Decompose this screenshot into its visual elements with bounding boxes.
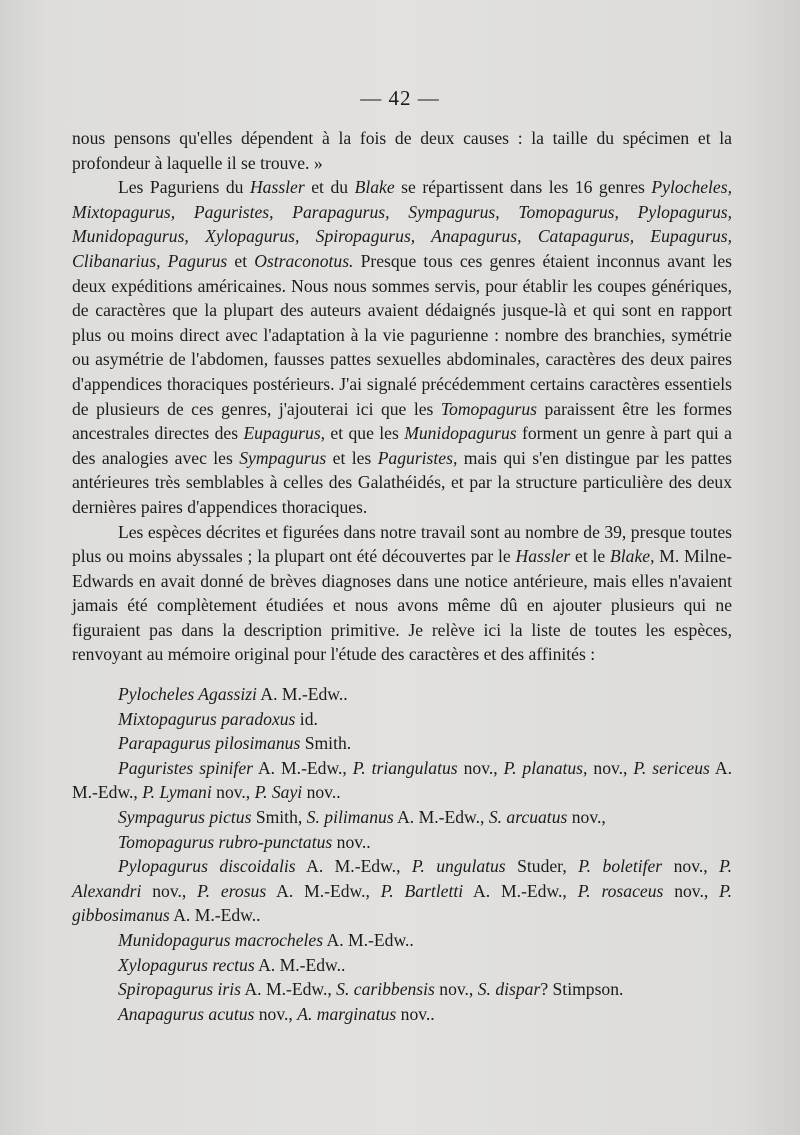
italic-text-run: Tomopagurus [440,398,538,419]
text-run: se répartissent dans les 16 genres [394,177,652,198]
text-run: et du [304,177,355,198]
species-entry [72,1002,732,1027]
text-run: M. Milne-Edwards en avait donné de brèves diagnoses dans une notice antérieure, mais elles n'avaient jamais été complètement étudiées et nous avons même dû en ajouter plusieurs qui ne figuraient pas dans la description primitive. Je relève ici la liste de toutes les espèces, renvoyant au mémoire original pour l'étude des caractères et des affinités : [72,546,732,665]
italic-text-run: Eupagurus, [243,423,326,444]
text-run: nous pensons qu'elles dépendent à la fois de deux causes : la taille du spécimen et la profondeur à laquelle il se trouve. » [72,128,732,173]
italic-text-run: S. pilimanus [306,807,394,828]
text-run: et que les [325,423,405,444]
italic-text-run: Sympagurus pictus [118,807,252,828]
italic-text-run: Anapagurus acutus [118,1003,255,1024]
species-entry [72,756,732,805]
italic-text-run: P. Sayi [254,782,303,803]
text-run: Presque tous ces genres étaient inconnus avant les deux expéditions américaines. Nous nous sommes servis, pour établir les coupes génériques, de caractères que la plupart des auteurs avaient dédaignés jusque-là et qui sont en rapport plus ou moins direct avec l'adaptation à la vie pagurienne : nombre des branchies, symétrie ou asymétrie de l'abdomen, fausses pattes sexuelles abdominales, caractères des deux paires d'appendices thoraciques postérieurs. J'ai signalé précédemment certains caractères essentiels de plusieurs de ces genres, j'ajouterai ici que les [72,250,732,419]
italic-text-run: Mixtopagurus paradoxus [118,708,296,729]
species-entry [72,854,732,928]
text-run: ? Stimpson. [540,979,624,1000]
text-run: nov., [587,757,634,778]
italic-text-run: A. marginatus [297,1003,397,1024]
text-run: A. M.-Edw., [463,880,578,901]
text-run: nov., [662,856,720,877]
text-run: A. M.-Edw., [393,807,489,828]
italic-text-run: Spiropagurus iris [118,979,242,1000]
italic-text-run: S. arcuatus [488,807,568,828]
species-entry [72,707,732,732]
italic-text-run: S. dispar [477,979,541,1000]
italic-text-run: P. rosaceus [577,880,664,901]
italic-text-run: Munidopagurus [404,423,517,444]
text-run: nov., [663,880,720,901]
text-run: Smith. [300,733,352,754]
species-entry [72,830,732,855]
italic-text-run: P. triangulatus [352,757,458,778]
text-run: A. M.-Edw., [295,856,412,877]
text-run: A. M.-Edw.. [256,684,348,705]
italic-text-run: Tomopagurus rubro-punctatus [118,831,333,852]
text-run: Smith, [251,807,307,828]
text-run: nov., [211,782,255,803]
text-run: et les [326,447,378,468]
italic-text-run: P. Bartletti [380,880,464,901]
text-run: paraissent être les formes ancestrales directes des [72,398,732,444]
text-run: Les Paguriens du [118,177,250,198]
italic-text-run: Munidopagurus macrocheles [118,930,324,950]
text-run: Studer, [505,856,579,877]
text-run: A. M.-Edw., [252,757,353,778]
italic-text-run: Sympagurus [239,447,327,468]
text-run: A. M.-Edw.. [254,954,346,975]
italic-text-run: P. boletifer [578,856,663,877]
species-entry [72,731,732,756]
italic-text-run: Hassler [515,546,571,567]
italic-text-run: P. Alexandri [72,856,732,901]
italic-text-run: Pylocheles Agassizi [118,684,257,705]
italic-text-run: Hassler [249,177,305,198]
italic-text-run: Ostraconotus. [254,250,354,271]
italic-text-run: P. erosus [197,880,267,901]
italic-text-run: P. gibbosimanus [72,880,733,926]
page-number: — 42 — [360,86,440,110]
species-entry [72,928,732,953]
italic-text-run: S. caribbensis [336,979,435,1000]
italic-text-run: Paguristes, [377,447,458,468]
text-run: nov., [457,757,504,778]
text-run: nov.. [396,1003,435,1024]
text-run: et [227,250,255,271]
italic-text-run: P. Lymani [142,782,212,803]
italic-text-run: Blake [354,177,395,198]
italic-text-run: P. ungulatus [411,856,506,877]
species-entry [72,805,732,830]
text-run: nov., [567,807,606,828]
species-entry [72,977,732,1002]
species-entry [72,682,732,707]
text-run: nov.. [332,831,371,852]
text-run: mais qui s'en distingue par les pattes antérieures très semblables à celles des Galathéidés, et par la structure particulière des deux dernières paires d'appendices thoraciques. [72,447,733,517]
italic-text-run: Pylocheles, Mixtopagurus, Paguristes, Parapagurus, Sympagurus, Tomopagurus, Pylopagurus, Munidopagurus, Xylopagurus, Spiropagurus, Anapagurus, Catapagurus, Eupagurus, Clibanarius, Pagurus [72,177,732,271]
italic-text-run: P. planatus, [503,757,588,778]
italic-text-run: Xylopagurus rectus [118,954,255,975]
paragraph [72,520,732,668]
italic-text-run: Parapagurus pilosimanus [118,733,301,754]
italic-text-run: P. sericeus [633,757,710,778]
text-run: nov., [254,1003,298,1024]
paragraph [72,126,732,175]
text-run: A. M.-Edw., [266,880,381,901]
text-run: A. M.-Edw.. [169,905,261,926]
italic-text-run: Blake, [610,546,655,567]
text-run: A. M.-Edw., [72,757,732,803]
text-run: Les espèces décrites et figurées dans notre travail sont au nombre de 39, presque toutes plus ou moins abyssales ; la plupart ont été découvertes par le [72,521,732,567]
text-run: nov., [141,880,198,901]
page-body [72,126,732,1026]
text-run: A. M.-Edw., [241,979,337,1000]
species-list [72,682,732,1026]
italic-text-run: Paguristes spinifer [118,757,253,778]
paragraph [72,175,732,519]
text-run: A. M.-Edw.. [323,930,414,950]
text-run: id. [295,708,318,729]
italic-text-run: Pylopagurus discoidalis [118,856,296,877]
species-entry [72,953,732,978]
text-run: nov.. [302,782,341,803]
text-run: et le [570,546,611,567]
text-run: forment un genre à part qui a des analogies avec les [72,423,732,468]
text-run: nov., [434,979,478,1000]
